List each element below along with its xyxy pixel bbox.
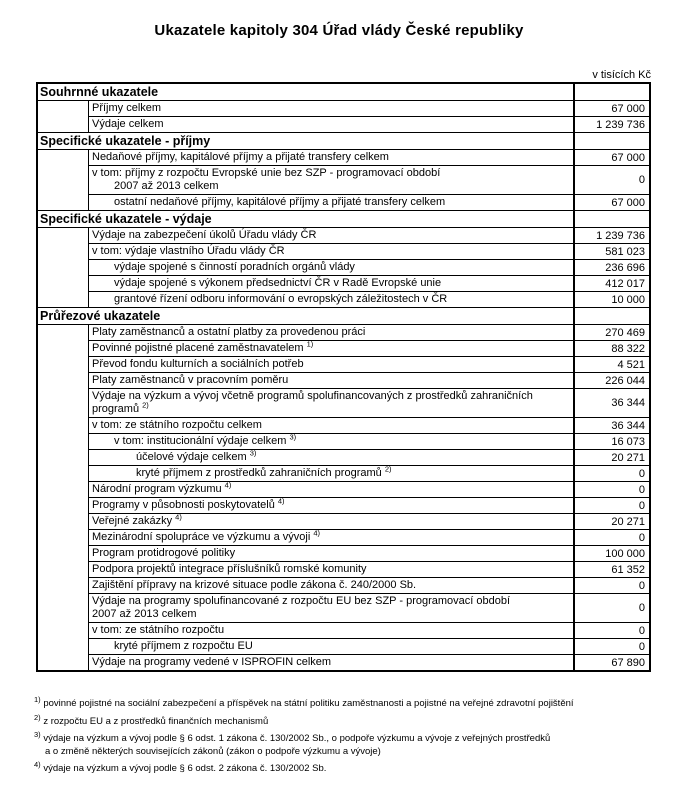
- indicator-table: [36, 82, 651, 672]
- row-value: 67 000: [611, 102, 645, 115]
- indent-spacer: [38, 150, 88, 166]
- table-row: [38, 639, 649, 655]
- table-row: [38, 117, 649, 132]
- footnote-marker: 4): [34, 759, 41, 769]
- indent-spacer: [38, 389, 88, 418]
- section-label: Specifické ukazatele - příjmy: [40, 134, 211, 148]
- footnote: [34, 729, 654, 758]
- table-row: [38, 389, 649, 418]
- table-row: [38, 357, 649, 373]
- indent-spacer: [38, 655, 88, 670]
- row-label: Národní program výzkumu $^{4)}$: [92, 480, 232, 495]
- table-row: [38, 373, 649, 389]
- row-label: v tom: příjmy z rozpočtu Evropské unie bez SZP - programovací období: [92, 167, 441, 179]
- row-label-cell: [88, 373, 573, 389]
- indent-spacer: [38, 101, 88, 117]
- row-value: 61 352: [611, 563, 645, 576]
- table-row: [38, 195, 649, 210]
- footnote-ref: 4): [224, 480, 232, 490]
- table-row: [38, 498, 649, 514]
- row-value: 0: [638, 624, 645, 637]
- row-label-line2: 2007 až 2013 celkem: [92, 608, 197, 620]
- row-label-cell: [88, 117, 573, 132]
- table-row: [38, 434, 649, 450]
- page-title: Ukazatele kapitoly 304 Úřad vlády České republiky: [154, 22, 524, 39]
- row-label: Výdaje na programy vedené v ISPROFIN celkem: [92, 656, 332, 668]
- footnote: [34, 694, 654, 711]
- row-value-cell: [573, 211, 649, 227]
- footnote: [34, 712, 654, 729]
- row-label-cell: [88, 655, 573, 670]
- section-label: Specifické ukazatele - výdaje: [40, 212, 212, 226]
- row-label-line2: programů $^{2)}$: [92, 400, 149, 415]
- indent-spacer: [38, 434, 88, 450]
- table-row: [38, 276, 649, 292]
- row-value-cell: [573, 357, 649, 373]
- row-label: Podpora projektů integrace příslušníků romské komunity: [92, 563, 367, 575]
- indent-spacer: [38, 418, 88, 434]
- row-value: 1 239 736: [596, 118, 645, 131]
- row-value: 0: [638, 602, 645, 614]
- section-label-cell: [38, 84, 573, 100]
- table-row: [38, 341, 649, 357]
- row-label: účelové výdaje celkem $^{3)}$: [136, 448, 257, 463]
- row-label-cell: [88, 482, 573, 498]
- indent-spacer: [38, 244, 88, 260]
- footnote-ref: 4): [313, 528, 320, 538]
- indent-spacer: [38, 578, 88, 594]
- indent-spacer: [38, 117, 88, 132]
- table-row: [38, 166, 649, 195]
- indent-spacer: [38, 594, 88, 623]
- footnotes: [34, 694, 654, 776]
- row-value: 236 696: [605, 261, 645, 274]
- table-row: [38, 594, 649, 623]
- indent-spacer: [38, 260, 88, 276]
- row-label-cell: [88, 101, 573, 117]
- table-row: [38, 260, 649, 276]
- table-row: [38, 450, 649, 466]
- row-value: 581 023: [605, 245, 645, 258]
- row-value: 0: [638, 499, 645, 512]
- row-value: 226 044: [605, 374, 645, 387]
- row-label: Mezinárodní spolupráce ve výzkumu a vývoji $^{4)}$: [92, 528, 320, 543]
- row-label: Platy zaměstnanců v pracovním poměru: [92, 374, 289, 386]
- indent-spacer: [38, 357, 88, 373]
- row-value: 4 521: [617, 358, 645, 371]
- indent-spacer: [38, 276, 88, 292]
- indent-spacer: [38, 166, 88, 195]
- row-label-cell: [88, 578, 573, 594]
- indent-spacer: [38, 482, 88, 498]
- table-row: [38, 418, 649, 434]
- row-label: Platy zaměstnanců a ostatní platby za provedenou práci: [92, 326, 366, 338]
- table-row: [38, 228, 649, 244]
- indent-spacer: [38, 530, 88, 546]
- row-label-cell: [88, 450, 573, 466]
- table-row: [38, 466, 649, 482]
- row-value-cell: [573, 594, 649, 623]
- row-label: výdaje spojené s výkonem předsednictví ČR v Radě Evropské unie: [114, 277, 442, 289]
- indent-spacer: [38, 546, 88, 562]
- row-label-cell: [88, 228, 573, 244]
- section-label: Průřezové ukazatele: [40, 309, 161, 323]
- row-label-cell: [88, 514, 573, 530]
- row-value: 0: [638, 531, 645, 544]
- table-row: [38, 530, 649, 546]
- row-label: výdaje spojené s činností poradních orgánů vlády: [114, 261, 355, 273]
- footnote-ref: 2): [384, 464, 392, 474]
- table-row: [38, 562, 649, 578]
- row-label: Nedaňové příjmy, kapitálové příjmy a přijaté transfery celkem: [92, 151, 389, 163]
- row-value-cell: [573, 418, 649, 434]
- footnote-text: $^{4)}$ výdaje na výzkum a vývoj podle § 6 odst. 2 zákona č. 130/2002 Sb.: [34, 759, 327, 774]
- row-label-cell: [88, 530, 573, 546]
- row-value-cell: [573, 482, 649, 498]
- row-value-cell: [573, 260, 649, 276]
- table-row: [38, 482, 649, 498]
- row-label-cell: [88, 562, 573, 578]
- row-label-line2: 2007 až 2013 celkem: [114, 180, 219, 192]
- row-label: Výdaje na programy spolufinancované z rozpočtu EU bez SZP - programovací období: [92, 595, 511, 607]
- row-label-cell: [88, 276, 573, 292]
- row-value-cell: [573, 150, 649, 166]
- row-value-cell: [573, 450, 649, 466]
- row-label-cell: [88, 389, 573, 418]
- indent-spacer: [38, 623, 88, 639]
- row-label: v tom: institucionální výdaje celkem $^{3)}$: [114, 432, 297, 447]
- indent-spacer: [38, 514, 88, 530]
- indent-spacer: [38, 195, 88, 210]
- footnote: [34, 759, 654, 776]
- footnote-marker: 1): [34, 694, 41, 704]
- row-label-cell: [88, 292, 573, 307]
- table-row: [38, 578, 649, 594]
- row-value-cell: [573, 101, 649, 117]
- row-label: Program protidrogové politiky: [92, 547, 236, 559]
- row-label-cell: [88, 195, 573, 210]
- row-value: 0: [638, 640, 645, 653]
- row-value: 1 239 736: [596, 229, 645, 242]
- row-label: Výdaje celkem: [92, 118, 164, 130]
- row-label-cell: [88, 166, 573, 195]
- indent-spacer: [38, 228, 88, 244]
- footnote-ref: 3): [249, 448, 257, 458]
- row-value-cell: [573, 325, 649, 341]
- row-value-cell: [573, 166, 649, 195]
- section-header-row: [38, 210, 649, 228]
- footnote-ref: 3): [289, 432, 297, 442]
- row-value: 67 000: [611, 196, 645, 209]
- row-value: 0: [638, 467, 645, 480]
- row-label: kryté příjmem z prostředků zahraničních programů $^{2)}$: [136, 464, 392, 479]
- row-value-cell: [573, 514, 649, 530]
- section-label: Souhrnné ukazatele: [40, 85, 159, 99]
- row-value: 67 890: [611, 656, 645, 669]
- row-value: 412 017: [605, 277, 645, 290]
- row-value-cell: [573, 562, 649, 578]
- row-label-cell: [88, 244, 573, 260]
- unit-label: v tisících Kč: [592, 69, 651, 81]
- section-header-row: [38, 307, 649, 325]
- footnote-marker: 2): [34, 712, 41, 722]
- row-value-cell: [573, 434, 649, 450]
- row-value-cell: [573, 623, 649, 639]
- row-label-cell: [88, 546, 573, 562]
- footnote-text: $^{3)}$ výdaje na výzkum a vývoj podle § 6 odst. 1 zákona č. 130/2002 Sb., o podpoře výzkumu a vývoje z veřejných prostředků: [34, 729, 551, 744]
- row-value-cell: [573, 639, 649, 655]
- row-label: kryté příjmem z rozpočtu EU: [114, 640, 253, 652]
- section-header-row: [38, 132, 649, 150]
- row-label-cell: [88, 341, 573, 357]
- row-value: 100 000: [605, 547, 645, 560]
- row-label: Zajištění přípravy na krizové situace podle zákona č. 240/2000 Sb.: [92, 579, 417, 591]
- indent-spacer: [38, 498, 88, 514]
- row-label: Převod fondu kulturních a sociálních potřeb: [92, 358, 304, 370]
- row-value: 67 000: [611, 151, 645, 164]
- table-row: [38, 150, 649, 166]
- row-value-cell: [573, 530, 649, 546]
- row-value: 36 344: [611, 397, 645, 409]
- row-value: 0: [638, 483, 645, 496]
- row-label-cell: [88, 466, 573, 482]
- row-value-cell: [573, 373, 649, 389]
- row-label: Povinné pojistné placené zaměstnavatelem $^{1)}$: [92, 339, 314, 354]
- row-value-cell: [573, 655, 649, 670]
- row-label-cell: [88, 418, 573, 434]
- row-label: Příjmy celkem: [92, 102, 162, 114]
- footnote-text: $^{1)}$ povinné pojistné na sociální zabezpečení a příspěvek na státní politiku zaměstnanosti a pojistné na veřejné zdravotní pojištění: [34, 694, 574, 709]
- row-label: ostatní nedaňové příjmy, kapitálové příjmy a přijaté transfery celkem: [114, 196, 446, 208]
- footnote-ref: 2): [142, 400, 149, 410]
- row-value: 20 271: [611, 515, 645, 528]
- section-header-row: [38, 84, 649, 101]
- row-label: v tom: ze státního rozpočtu celkem: [92, 419, 262, 431]
- table-row: [38, 292, 649, 307]
- indent-spacer: [38, 639, 88, 655]
- row-value: 10 000: [611, 293, 645, 306]
- footnote-ref: 4): [175, 512, 182, 522]
- row-value-cell: [573, 578, 649, 594]
- row-label-cell: [88, 498, 573, 514]
- row-label-cell: [88, 150, 573, 166]
- table-row: [38, 546, 649, 562]
- row-value-cell: [573, 276, 649, 292]
- table-row: [38, 244, 649, 260]
- table-row: [38, 655, 649, 670]
- row-value-cell: [573, 466, 649, 482]
- footnote-ref: 1): [306, 339, 314, 349]
- indent-spacer: [38, 373, 88, 389]
- row-label-cell: [88, 623, 573, 639]
- row-label: Výdaje na výzkum a vývoj včetně programů spolufinancovaných z prostředků zahraničních: [92, 390, 533, 402]
- row-label: grantové řízení odboru informování o evropských záležitostech v ČR: [114, 293, 448, 305]
- row-value: 36 344: [611, 419, 645, 432]
- row-label: v tom: výdaje vlastního Úřadu vlády ČR: [92, 245, 285, 257]
- row-value-cell: [573, 341, 649, 357]
- footnote-text: $^{2)}$ z rozpočtu EU a z prostředků finančních mechanismů: [34, 712, 269, 727]
- row-value-cell: [573, 308, 649, 324]
- row-value-cell: [573, 228, 649, 244]
- row-value-cell: [573, 133, 649, 149]
- row-value: 0: [638, 579, 645, 592]
- footnote-ref: 4): [277, 496, 285, 506]
- indent-spacer: [38, 450, 88, 466]
- row-label: Programy v působnosti poskytovatelů $^{4)}$: [92, 496, 285, 511]
- indent-spacer: [38, 292, 88, 307]
- table-row: [38, 623, 649, 639]
- row-value: 20 271: [611, 451, 645, 464]
- row-label-cell: [88, 434, 573, 450]
- row-label-cell: [88, 639, 573, 655]
- row-value-cell: [573, 195, 649, 210]
- row-label: Veřejné zakázky $^{4)}$: [92, 512, 182, 527]
- section-label-cell: [38, 133, 573, 149]
- row-label: v tom: ze státního rozpočtu: [92, 624, 225, 636]
- row-value-cell: [573, 117, 649, 132]
- table-row: [38, 514, 649, 530]
- section-label-cell: [38, 308, 573, 324]
- row-value: 16 073: [611, 435, 645, 448]
- row-label-cell: [88, 260, 573, 276]
- row-value-cell: [573, 389, 649, 418]
- row-value-cell: [573, 292, 649, 307]
- row-value-cell: [573, 244, 649, 260]
- row-value: 270 469: [605, 326, 645, 339]
- table-row: [38, 325, 649, 341]
- indent-spacer: [38, 341, 88, 357]
- indent-spacer: [38, 466, 88, 482]
- section-label-cell: [38, 211, 573, 227]
- row-value-cell: [573, 546, 649, 562]
- row-label-cell: [88, 594, 573, 623]
- footnote-text-line2: a o změně některých souvisejících zákonů (zákon o podpoře výzkumu a vývoje): [45, 745, 381, 757]
- row-value: 0: [638, 174, 645, 186]
- row-label-cell: [88, 357, 573, 373]
- indent-spacer: [38, 325, 88, 341]
- row-label: Výdaje na zabezpečení úkolů Úřadu vlády ČR: [92, 229, 317, 241]
- row-value: 88 322: [611, 342, 645, 355]
- row-value-cell: [573, 84, 649, 100]
- indent-spacer: [38, 562, 88, 578]
- footnote-marker: 3): [34, 729, 41, 739]
- row-label-cell: [88, 325, 573, 341]
- table-row: [38, 101, 649, 117]
- row-value-cell: [573, 498, 649, 514]
